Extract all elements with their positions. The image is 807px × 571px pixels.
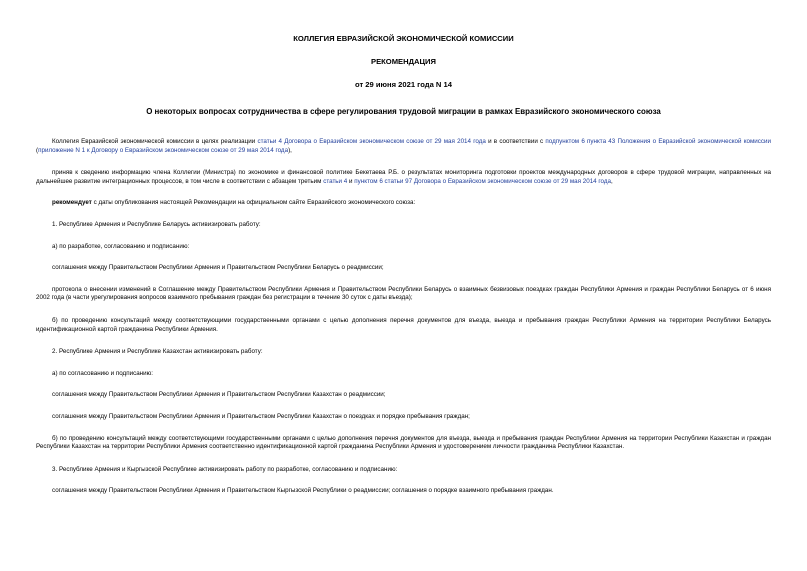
paragraph-item-2b: б) по проведению консультаций между соответствующими государственными органами с целью дополнения перечня документов для въезда, выезда и пребывания граждан Республики Армения на территории Республики Казахстан и граждан Республики Казахстан на территории Республики Армения соответственно идентификационной картой гражданина Республики Армения и удостоверением личности гражданина Республики Казахстан. (36, 434, 771, 451)
paragraph-item-1b: б) по проведению консультаций между соответствующими государственными органами с целью дополнения перечня документов для въезда, выезда и пребывания граждан Республики Армения на территории Республики Беларусь идентификационной картой гражданина Республики Армения. (36, 316, 771, 333)
paragraph-item-3-agreements: соглашения между Правительством Республики Армения и Правительством Кыргызской Республики о реадмиссии; соглашения о порядке взаимного пребывания граждан. (52, 487, 554, 495)
paragraph-item-1a-protocol: протокола о внесении изменений в Соглашение между Правительством Республики Армения и Правительством Республики Беларусь о взаимных безвизовых поездках граждан Республики Армения и граждан Республики Беларусь от 6 июня 2002 года (в части урегулирования вопросов взаимного пребывания граждан без регистрации в течение 30 суток с даты въезда); (36, 285, 771, 302)
paragraph-preamble-2 (36, 169, 771, 186)
paragraph-item-2a-travel: соглашения между Правительством Республики Армения и Правительством Республики Казахстан о поездках и порядке пребывания граждан; (52, 412, 470, 420)
link-article-4-treaty[interactable]: статьи 4 Договора о Евразийском экономическом союзе от 29 мая 2014 года (257, 138, 486, 145)
link-annex-1-treaty[interactable]: приложение N 1 к Договору о Евразийском экономическом союзе от 29 мая 2014 года (38, 146, 289, 154)
paragraph-text: приняв к сведению информацию члена Коллегии (Министра) по экономике и финансовой политике Бекетаева Р.Б. о результатах мониторинга подготовки проектов международных договоров в сфере трудовой миграции, направленных на дальнейшее развитие интеграционных процессов, в том числе в соответствии с абзацем третьим (36, 169, 771, 185)
paragraph-item-1a-readmission: соглашения между Правительством Республики Армения и Правительством Республики Беларусь о реадмиссии; (52, 264, 384, 272)
paragraph-item-1: 1. Республике Армения и Республике Беларусь активизировать работу: (52, 220, 261, 228)
document-type: РЕКОМЕНДАЦИЯ (371, 57, 436, 66)
document-page (36, 34, 771, 496)
paragraph-item-3: 3. Республике Армения и Кыргызской Республике активизировать работу по разработке, согласованию и подписанию: (52, 465, 398, 473)
paragraph-recommends (36, 199, 771, 208)
paragraph-text: , (611, 177, 613, 185)
paragraph-item-1a: а) по разработке, согласованию и подписанию: (52, 242, 190, 250)
paragraph-text: ( (36, 146, 39, 154)
paragraph-preamble-1 (36, 138, 771, 155)
link-article-4[interactable]: статьи 4 (323, 177, 348, 185)
paragraph-text: и (347, 177, 355, 185)
paragraph-text: ), (288, 146, 292, 154)
link-item-6-article-97[interactable]: пунктом 6 статьи 97 Договора о Евразийском экономическом союзе от 29 мая 2014 года (354, 177, 611, 185)
document-date-number: от 29 июня 2021 года N 14 (355, 80, 452, 89)
paragraph-text: с даты опубликования настоящей Рекомендации на официальном сайте Евразийского экономического союза: (91, 199, 416, 207)
paragraph-item-2a: а) по согласованию и подписанию: (52, 369, 154, 377)
recommends-keyword: рекомендует (52, 199, 92, 207)
issuing-organization: КОЛЛЕГИЯ ЕВРАЗИЙСКОЙ ЭКОНОМИЧЕСКОЙ КОМИССИИ (293, 34, 514, 43)
document-title: О некоторых вопросах сотрудничества в сфере регулирования трудовой миграции в рамках Евразийского экономического союза (146, 107, 661, 116)
paragraph-item-2a-readmission: соглашения между Правительством Республики Армения и Правительством Республики Казахстан о реадмиссии; (52, 391, 386, 399)
paragraph-text: Коллегия Евразийской экономической комиссии в целях реализации (52, 138, 258, 145)
link-subparagraph-6-item-43[interactable]: подпунктом 6 пункта 43 Положения о Евразийской экономической комиссии (545, 138, 772, 145)
paragraph-item-2: 2. Республике Армения и Республике Казахстан активизировать работу: (52, 348, 263, 356)
paragraph-text: и в соответствии с (485, 138, 546, 145)
